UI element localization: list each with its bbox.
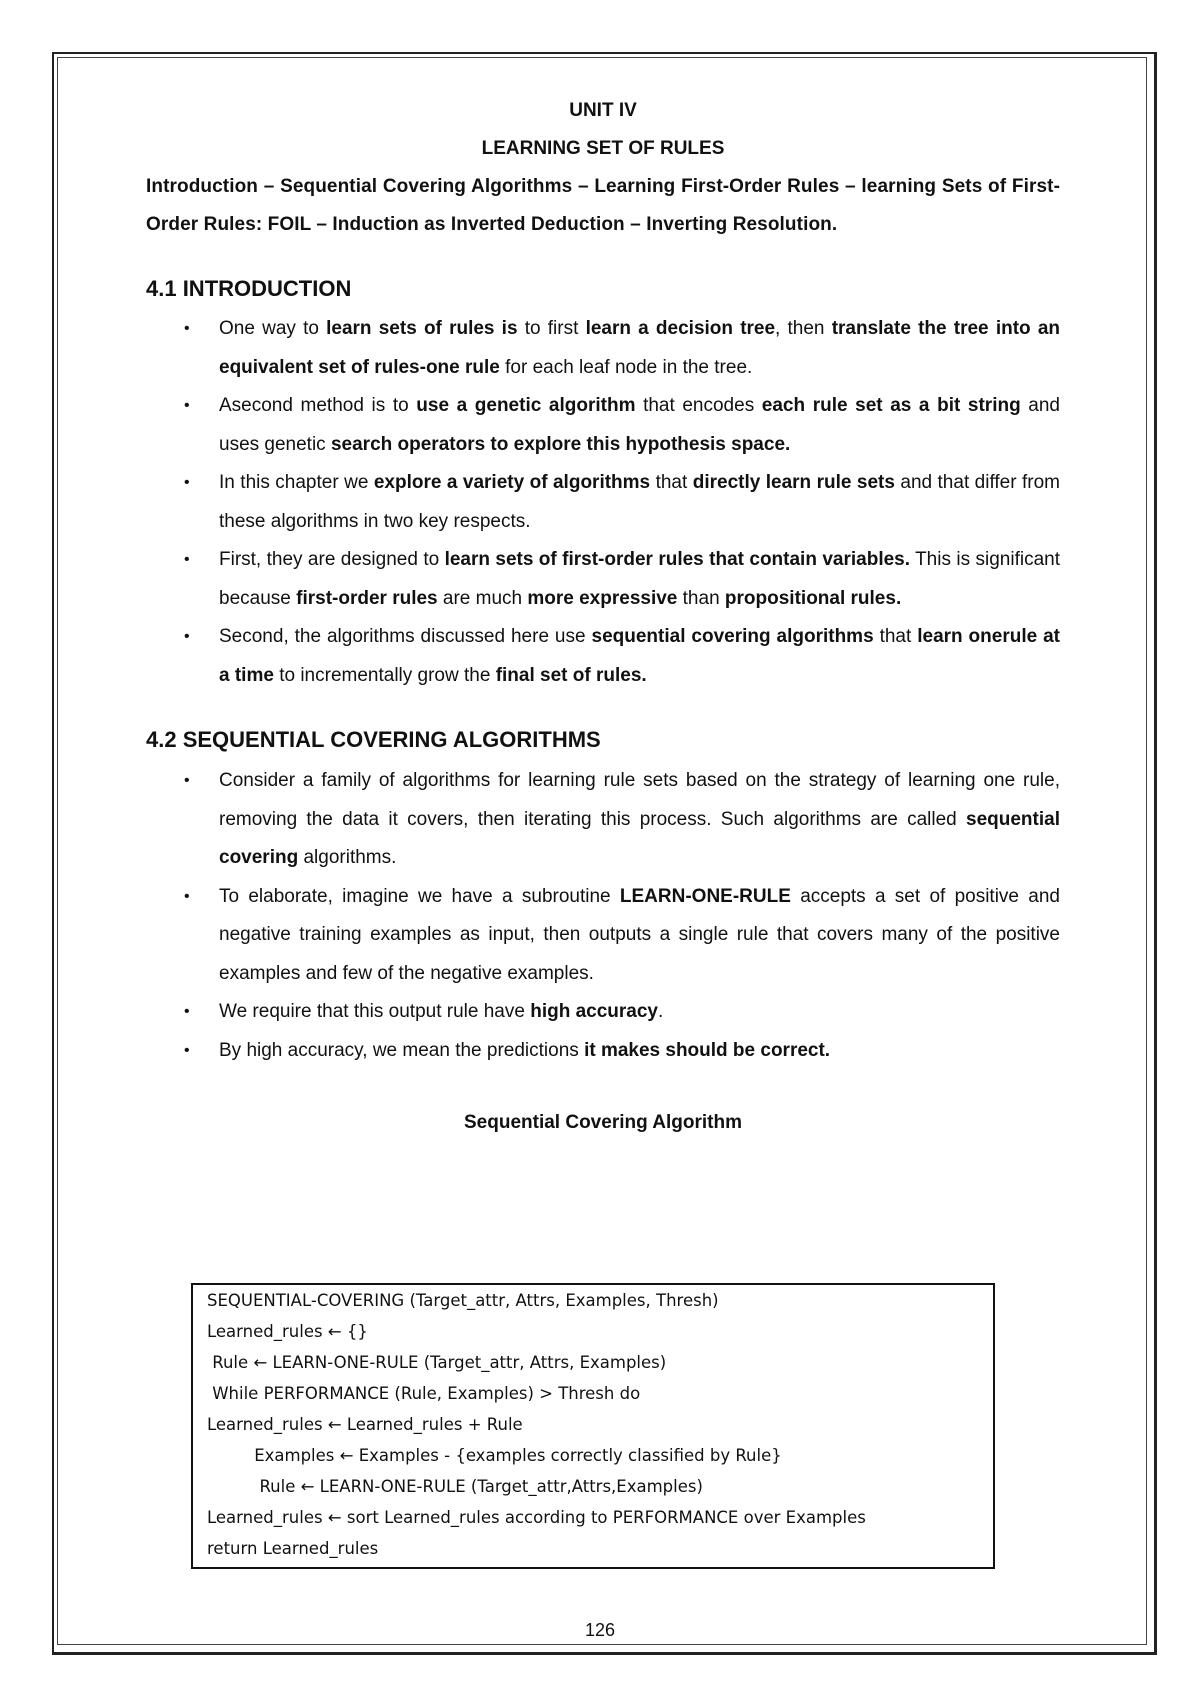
bullet-icon: • [184,628,190,645]
bold-text: use a genetic algorithm [416,395,636,416]
unit-label: UNIT IV [569,100,637,121]
bullet-icon: • [184,1041,190,1059]
text: One way to [219,318,327,339]
bullet-item [146,387,1060,464]
bold-text: more expressive [527,587,678,609]
bullet-icon: • [184,397,190,414]
text: that [650,472,693,493]
text: algorithms. [298,847,397,868]
bullet-item [146,618,1060,695]
text: that encodes [635,395,762,416]
algorithm-line: Learned_rules ← {} [207,1322,368,1341]
bullet-item [146,878,1060,994]
text: We require that this output rule have [219,1001,531,1022]
algorithm-title: Sequential Covering Algorithm [464,1112,742,1133]
bold-text: learn sets of rules is [326,318,518,339]
bullet-item [146,310,1060,387]
bold-text: explore a variety of algorithms [373,472,651,493]
bold-text: first-order rules [296,587,438,609]
algorithm-box [191,1283,995,1569]
bullet-icon: • [184,551,190,568]
text: , then [775,318,832,339]
bullet-icon: • [184,772,190,789]
text: Second, the algorithms discussed here use [219,626,592,647]
bullet-icon: • [184,474,190,491]
text: This is significant because [219,549,1060,609]
bullet-item [146,541,1060,618]
bullet-item [146,1032,1060,1071]
bold-text: learn sets of first-order rules that contain variables. [444,549,911,570]
text: than [677,587,725,609]
unit-title: LEARNING SET OF RULES [481,138,725,159]
bullet-item [146,762,1060,878]
bold-text: LEARN-ONE-RULE [619,885,791,907]
bold-text: final set of rules. [495,664,647,686]
text: are much [437,587,528,609]
text: to incrementally grow the [273,664,496,686]
page-number: 126 [584,1620,616,1640]
text: First, they are designed to [219,549,445,570]
bullet-icon: • [184,1003,190,1020]
text: for each leaf node in the tree. [499,356,753,378]
page-content [146,92,1060,1138]
text: To elaborate, imagine we have a subroutine [219,885,620,907]
topics-list: Introduction – Sequential Covering Algorithms – Learning First-Order Rules – learning Sets of First-Order Rules: FOIL – Induction as Inverted Deduction – Inverting Resolution. [146,176,1060,235]
text: and that differ from these algorithms in two key respects. [219,472,1061,532]
algorithm-line: Rule ← LEARN-ONE-RULE (Target_attr, Attrs, Examples) [207,1353,667,1372]
bold-text: each rule set as a bit string [761,395,1021,416]
text: to first [517,318,586,339]
bullet-item [146,993,1060,1032]
algorithm-line: SEQUENTIAL-COVERING (Target_attr, Attrs, Examples, Thresh) [207,1291,719,1310]
algorithm-line: Learned_rules ← Learned_rules + Rule [207,1415,523,1434]
algorithm-line: While PERFORMANCE (Rule, Examples) > Thresh do [207,1384,641,1403]
text: accepts a set of positive and negative training examples as input, then outputs a single rule that covers many of the positive examples and few of the negative examples. [219,885,1060,984]
section-heading-introduction: 4.1 INTRODUCTION [146,276,352,301]
algorithm-line: Rule ← LEARN-ONE-RULE (Target_attr,Attrs,Examples) [207,1477,703,1496]
bullet-icon: • [184,320,190,337]
section-heading-sequential-covering: 4.2 SEQUENTIAL COVERING ALGORITHMS [146,727,601,752]
introduction-bullet-list [146,310,1060,695]
sequential-covering-bullet-list [146,762,1060,1070]
bullet-icon: • [184,887,190,905]
bold-text: high accuracy [530,1001,658,1022]
algorithm-line: return Learned_rules [207,1539,379,1558]
text: Asecond method is to [219,395,417,416]
text: that [873,626,918,647]
bold-text: search operators to explore this hypothesis space. [330,433,791,455]
bullet-item [146,464,1060,541]
bold-text: sequential covering algorithms [591,626,874,647]
text: and uses genetic [219,395,1061,455]
bold-text: learn a decision tree [585,318,776,339]
bold-text: sequential covering [219,808,1060,868]
text: By high accuracy, we mean the predictions [219,1039,585,1061]
bold-text: learn onerule at a time [219,626,1061,686]
bold-text: directly learn rule sets [692,472,895,493]
text: . [658,1001,664,1022]
bold-text: propositional rules. [724,587,902,609]
text: In this chapter we [219,472,374,493]
algorithm-line: Examples ← Examples - {examples correctly classified by Rule} [207,1446,782,1465]
algorithm-line: Learned_rules ← sort Learned_rules according to PERFORMANCE over Examples [207,1508,866,1527]
bold-text: translate the tree into an equivalent set of rules-one rule [219,318,1060,378]
text: Consider a family of algorithms for learning rule sets based on the strategy of learning one rule, removing the data it covers, then iterating this process. Such algorithms are called [219,770,1060,830]
bold-text: it makes should be correct. [584,1039,831,1061]
